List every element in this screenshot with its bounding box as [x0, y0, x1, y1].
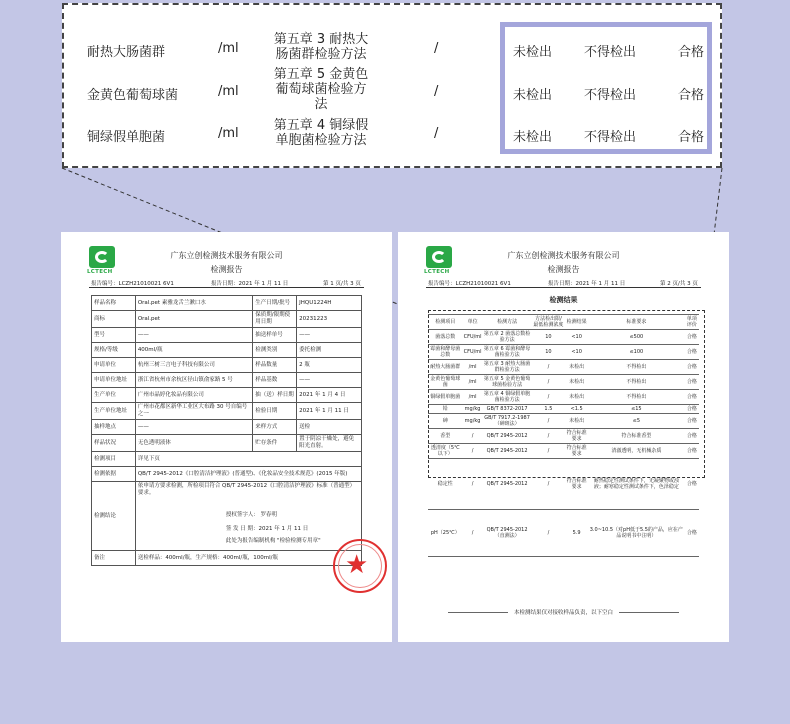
zoom-row — [64, 67, 720, 112]
table-cell: 符合标准要求 — [565, 459, 588, 510]
company-name: 广东立创检测技术服务有限公司 — [507, 251, 620, 260]
table-cell: 第五章 6 霉菌和酵母菌检验方法 — [483, 346, 531, 358]
table-cell: 未检出 — [565, 414, 588, 429]
table-row — [428, 510, 699, 557]
table-cell: GB/T 8372-2017 — [483, 405, 532, 414]
table-cell: pH（25℃） — [428, 510, 463, 557]
table-cell: mg/kg — [463, 405, 483, 414]
table-cell: /ml — [463, 390, 483, 405]
table-cell: 耐热稳定性测试条件下，无凝聚物或浊液；耐寒稳定性测试条件下，色泽稳定 — [588, 459, 685, 510]
table-cell: 合格 — [685, 459, 699, 510]
table-cell: 符合标准要求 — [566, 445, 587, 457]
field-label: 样品名称 — [92, 296, 136, 311]
table-cell: 合格 — [685, 375, 699, 390]
table-row — [92, 420, 362, 435]
report-page-1 — [61, 232, 392, 642]
table-row — [428, 414, 699, 429]
limit: / — [434, 41, 439, 56]
column-header: 单位 — [463, 315, 483, 330]
table-cell: 不得检出 — [588, 360, 685, 375]
table-cell: 未检出 — [565, 375, 588, 390]
standard: 不得检出 — [584, 130, 637, 145]
field-label: 保质期/限期使用日期 — [253, 311, 297, 328]
field-value: 400ml/瓶 — [135, 343, 252, 358]
table-row — [428, 390, 699, 405]
report-title: 检测报告 — [547, 265, 580, 274]
table-cell: 合格 — [685, 330, 699, 345]
table-row — [92, 373, 362, 388]
field-label: 生产日期/批号 — [253, 296, 297, 311]
item-name: 铜绿假单胞菌 — [87, 130, 166, 145]
table-row — [428, 405, 699, 414]
table-row — [428, 345, 699, 360]
table-cell: 清澈透明，无机械杂质 — [588, 444, 685, 459]
table-cell: 香型 — [428, 429, 463, 444]
table-row — [92, 551, 362, 566]
field-label: 样品数量 — [253, 358, 297, 373]
table-cell: /ml — [463, 375, 483, 390]
field-value: —— — [297, 328, 362, 343]
field-label: 生产单位 — [92, 388, 136, 403]
unit: /ml — [218, 41, 239, 56]
table-cell: ≤100 — [588, 345, 685, 360]
table-cell: 第五章 5 金黄色葡萄球菌检验方法 — [483, 376, 531, 388]
table-row — [92, 311, 362, 328]
report-title: 检测报告 — [210, 265, 243, 274]
method: 第五章 5 金黄色葡萄球菌检验方法 — [273, 67, 369, 112]
field-label: 商标 — [92, 311, 136, 328]
field-value: —— — [297, 373, 362, 388]
report-page-2 — [398, 232, 729, 642]
field-value: 依申请方要求检测，所检项目符合 QB/T 2945-2012《口腔清洁护理液》标准（普通型）要求。 授权签字人： 罗春明 签 发 日 期：2021 年 1 月 11 日 此处为报告编制机构 "检验检测专用章" — [135, 482, 361, 551]
field-label: 申请单位地址 — [92, 373, 136, 388]
table-cell: ≤5 — [588, 414, 685, 429]
table-cell: / — [532, 444, 566, 459]
table-cell: 铅 — [428, 405, 463, 414]
table-cell: / — [463, 459, 483, 510]
table-row — [92, 482, 362, 551]
table-cell: 金黄色葡萄球菌 — [428, 375, 463, 390]
field-value: 置于阴凉干燥处，避免阳光直射。 — [297, 435, 362, 452]
zoom-row — [64, 118, 720, 158]
field-value: Oral.pet — [135, 311, 252, 328]
field-value: —— — [135, 420, 252, 435]
table-row — [92, 403, 362, 420]
table-cell: / — [463, 444, 483, 459]
field-label: 型号 — [92, 328, 136, 343]
table-cell: / — [532, 360, 566, 375]
field-label: 来样方式 — [253, 420, 297, 435]
table-cell: 合格 — [685, 429, 699, 444]
table-cell: CFU/ml — [463, 330, 483, 345]
column-header: 标准要求 — [588, 315, 685, 330]
table-row — [92, 435, 362, 452]
table-cell: <1.5 — [565, 405, 588, 414]
table-cell: ≤500 — [588, 330, 685, 345]
table-row — [92, 388, 362, 403]
field-value: 委托检测 — [297, 343, 362, 358]
field-value: —— — [135, 328, 252, 343]
table-cell: CFU/ml — [463, 345, 483, 360]
field-value: 2021 年 1 月 11 日 — [297, 403, 362, 420]
table-cell: GB/T 7917.2-1987（砷斑法） — [484, 415, 530, 427]
zoomed-results-panel — [62, 3, 722, 168]
table-cell: QB/T 2945-2012 — [483, 459, 532, 510]
standard: 不得检出 — [584, 88, 637, 103]
verdict: 合格 — [678, 45, 705, 60]
table-cell: 合格 — [685, 405, 699, 414]
field-value: 2 瓶 — [297, 358, 362, 373]
table-row — [92, 296, 362, 311]
field-label: 检测类别 — [253, 343, 297, 358]
signer: 授权签字人： 罗春明 — [225, 512, 278, 518]
table-cell: /ml — [463, 360, 483, 375]
field-label: 贮存条件 — [253, 435, 297, 452]
field-label: 备注 — [92, 551, 136, 566]
table-cell: 耐热大肠菌群 — [428, 360, 463, 375]
sample-info-table — [91, 295, 362, 566]
table-row — [92, 358, 362, 373]
field-value: QB/T 2945-2012《口腔清洁护理液》(普通型)、《化妆品安全技术规范》(2015 年版) — [135, 467, 361, 482]
table-cell: 合格 — [685, 444, 699, 459]
table-cell: / — [463, 429, 483, 444]
item-name: 金黄色葡萄球菌 — [87, 88, 179, 103]
table-cell: / — [532, 375, 566, 390]
table-cell: 10 — [532, 330, 566, 345]
column-header: 检测结果 — [565, 315, 588, 330]
zoom-row — [64, 30, 720, 70]
page-number: 第 1 页/共 3 页 — [323, 281, 361, 287]
table-cell: 合格 — [685, 414, 699, 429]
table-cell: 合格 — [685, 360, 699, 375]
verdict: 合格 — [678, 88, 705, 103]
report-number: 报告编号：LCZH21010021 6V1 — [91, 281, 174, 287]
table-row — [428, 429, 699, 444]
table-row — [428, 459, 699, 510]
table-cell: 合格 — [685, 345, 699, 360]
field-label: 检测依据 — [92, 467, 136, 482]
column-header: 单项评价 — [685, 315, 699, 330]
lctech-logo: LCTECH — [89, 246, 115, 272]
table-cell: 稳定性 — [428, 459, 463, 510]
table-row — [428, 375, 699, 390]
table-cell: 第五章 4 铜绿假单胞菌检验方法 — [483, 391, 531, 403]
table-cell: 符合标准香型 — [588, 429, 685, 444]
result: 未检出 — [513, 45, 553, 60]
column-header: 检测方法 — [483, 315, 532, 330]
field-value: 浙江省杭州市余杭区径山镇俞家路 5 号 — [135, 373, 252, 388]
report-number: 报告编号：LCZH21010021 6V1 — [428, 281, 511, 287]
table-cell: QB/T 2945-2012（直测法） — [483, 510, 532, 557]
field-value: JHQU1224H — [297, 296, 362, 311]
field-value: 送检 — [297, 420, 362, 435]
unit: /ml — [218, 126, 239, 141]
field-label: 检测结论 — [92, 482, 136, 551]
table-row — [428, 360, 699, 375]
results-table — [428, 314, 699, 557]
field-label: 抽（送）样日期 — [253, 388, 297, 403]
table-cell: 符合标准要求 — [566, 430, 587, 442]
table-cell: 不得检出 — [588, 375, 685, 390]
table-cell: <10 — [565, 330, 588, 345]
table-cell: / — [532, 390, 566, 405]
unit: /ml — [218, 84, 239, 99]
table-cell: 霉菌和酵母菌总数 — [428, 345, 463, 360]
table-cell: 铜绿假单胞菌 — [428, 390, 463, 405]
field-label: 抽送样单号 — [253, 328, 297, 343]
lctech-logo: LCTECH — [426, 246, 452, 272]
sign-date: 签 发 日 期：2021 年 1 月 11 日 — [225, 526, 309, 532]
field-label: 生产单位地址 — [92, 403, 136, 420]
red-seal-stamp: ★ — [333, 539, 387, 593]
method: 第五章 3 耐热大肠菌群检验方法 — [273, 32, 369, 62]
table-cell: QB/T 2945-2012 — [483, 444, 532, 459]
field-value: 送检样品：400ml/瓶，生产规格：400ml/瓶，100ml/瓶 — [135, 551, 361, 566]
method: 第五章 4 铜绿假单胞菌检验方法 — [273, 118, 369, 148]
table-cell: 未检出 — [565, 360, 588, 375]
table-cell: ≤15 — [588, 405, 685, 414]
table-row — [92, 343, 362, 358]
table-row — [92, 328, 362, 343]
table-cell: 5.9 — [565, 510, 588, 557]
field-value: 杭州三树三言电子科技有限公司 — [135, 358, 252, 373]
table-row — [92, 452, 362, 467]
table-cell: 合格 — [685, 390, 699, 405]
stamp-note: 此处为报告编制机构 "检验检测专用章" — [225, 538, 321, 544]
limit: / — [434, 126, 439, 141]
table-cell: 第五章 2 菌落总数检验方法 — [483, 331, 531, 343]
table-cell: 透清度（5℃以下） — [428, 444, 463, 459]
table-cell: 合格 — [685, 510, 699, 557]
table-cell: / — [532, 414, 566, 429]
field-value: 2021 年 1 月 4 日 — [297, 388, 362, 403]
table-row — [428, 444, 699, 459]
column-header: 方法检出限/最低检测浓度 — [533, 316, 564, 328]
table-cell: / — [463, 510, 483, 557]
table-cell: 3.0~10.5（对pH低于5.5的产品，应在产品说明书中注明） — [588, 510, 685, 557]
table-cell: / — [532, 459, 566, 510]
standard: 不得检出 — [584, 45, 637, 60]
limit: / — [434, 84, 439, 99]
verdict: 合格 — [678, 130, 705, 145]
table-cell: 菌落总数 — [428, 330, 463, 345]
table-cell: 1.5 — [532, 405, 566, 414]
field-value: 广州市晶婷化妆品有限公司 — [135, 388, 252, 403]
footer-note: 本检测结果仅对接收样品负责，以下空白 — [398, 608, 729, 616]
table-row — [428, 330, 699, 345]
field-label: 规格/等级 — [92, 343, 136, 358]
field-label: 样品状况 — [92, 435, 136, 452]
field-label: 检测项目 — [92, 452, 136, 467]
table-cell: 砷 — [428, 414, 463, 429]
field-label: 申请单位 — [92, 358, 136, 373]
table-cell: / — [532, 429, 566, 444]
result: 未检出 — [513, 88, 553, 103]
table-cell: 10 — [532, 345, 566, 360]
field-label: 样品基数 — [253, 373, 297, 388]
column-header: 检测项目 — [428, 315, 463, 330]
field-value: 无色透明液体 — [135, 435, 252, 452]
table-cell: 未检出 — [565, 390, 588, 405]
table-cell: <10 — [565, 345, 588, 360]
field-value: 20231223 — [297, 311, 362, 328]
field-value: 详见下页 — [135, 452, 361, 467]
report-date: 报告日期：2021 年 1 月 11 日 — [548, 281, 626, 287]
table-cell: / — [532, 510, 566, 557]
item-name: 耐热大肠菌群 — [87, 45, 166, 60]
table-cell: 第五章 3 耐热大肠菌群检验方法 — [483, 361, 531, 373]
page-number: 第 2 页/共 3 页 — [660, 281, 698, 287]
field-label: 检验日期 — [253, 403, 297, 420]
field-value: Oral.pet 素雅龙舌兰漱口水 — [135, 296, 252, 311]
field-label: 抽样地点 — [92, 420, 136, 435]
result: 未检出 — [513, 130, 553, 145]
company-name: 广东立创检测技术服务有限公司 — [170, 251, 283, 260]
field-value: 广州市花都区新华工业区大布路 30 号自编号之一 — [135, 403, 252, 420]
section-title: 检测结果 — [549, 296, 578, 304]
table-cell: QB/T 2945-2012 — [483, 429, 532, 444]
table-row — [92, 467, 362, 482]
table-cell: mg/kg — [463, 414, 483, 429]
report-date: 报告日期：2021 年 1 月 11 日 — [211, 281, 289, 287]
table-cell: 不得检出 — [588, 390, 685, 405]
